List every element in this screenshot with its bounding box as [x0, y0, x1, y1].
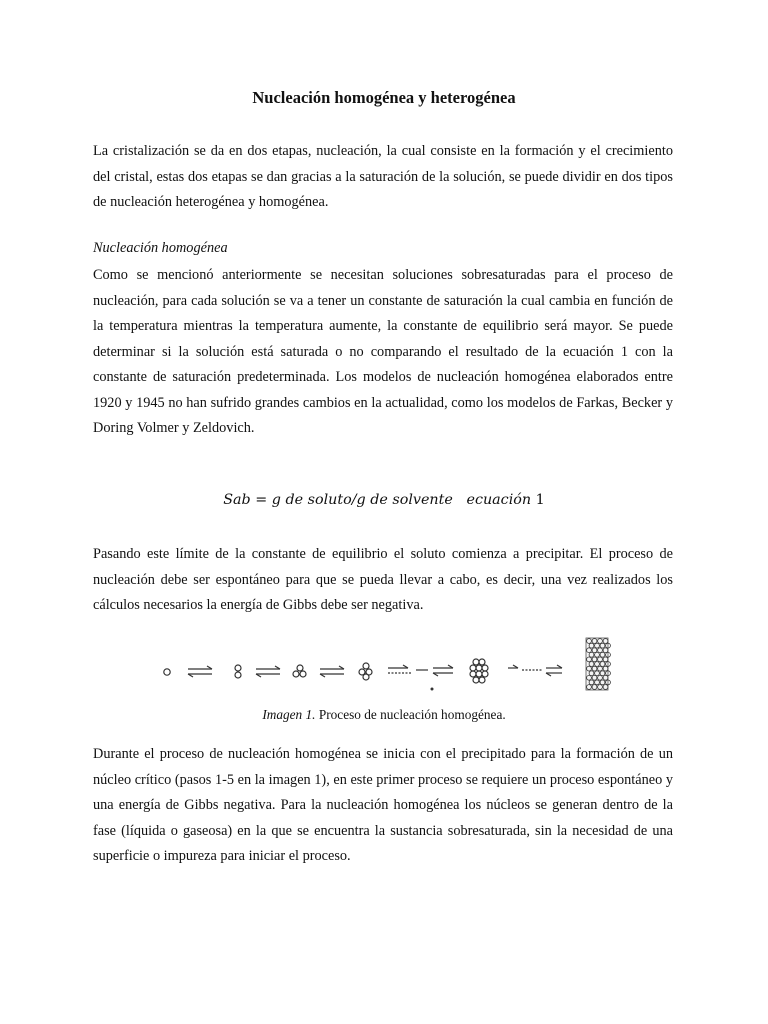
page-title: Nucleación homogénea y heterogénea — [252, 88, 516, 107]
equation-number: 1 — [535, 492, 545, 508]
stage6-crystal — [586, 638, 610, 690]
stage2-cluster — [235, 665, 241, 678]
equilibrium-arrow-5 — [508, 665, 562, 676]
dot-mark — [431, 688, 433, 690]
equation-label: ecuación — [466, 492, 532, 508]
stage4-cluster — [359, 663, 372, 680]
after-equation-paragraph: Pasando este límite de la constante de equilibrio el soluto comienza a precipitar. El proceso de nucleación debe ser espontáneo para que se pueda llevar a cabo, es decir, una vez realizados los cálculos necesarios la energía de Gibbs debe ser negativa. — [93, 546, 673, 613]
caption-text: Proceso de nucleación homogénea. — [315, 707, 506, 722]
equilibrium-arrow-4 — [388, 665, 453, 676]
caption-label: Imagen 1. — [262, 707, 316, 722]
final-paragraph: Durante el proceso de nucleación homogénea se inicia con el precipitado para la formación de un núcleo crítico (pasos 1-5 en la imagen 1), en este primer proceso se requiere un proceso espontáneo y una energía de Gibbs negativa. Para la nucleación homogénea los núcleos se generan dentro de la fase (líquida o gaseosa) en la que se encuentra la sustancia sobresaturada, sin la necesidad de una superficie o impureza para iniciar el proceso. — [93, 746, 673, 864]
section-heading: Nucleación homogénea — [93, 240, 228, 256]
equation-expression: Sab = g de soluto/g de solvente — [223, 492, 453, 508]
section-paragraph: Como se mencionó anteriormente se necesitan soluciones sobresaturadas para el proceso de nucleación, para cada solución se va a tener un constante de saturación la cual cambia en función de la temperatura mientras la temperatura aumente, la constante de equilibrio será mayor. Se puede determinar si la solución está saturada o no comparando el resultado de la ecuación 1 con la constante de saturación predeterminada. Los modelos de nucleación homogénea elaborados entre 1920 y 1945 no han sufrido grandes cambios en la actualidad, como los modelos de Farkas, Becker y Doring Volmer y Zeldovich. — [93, 267, 673, 436]
equilibrium-arrow-2 — [256, 666, 280, 677]
equation — [0, 492, 768, 508]
nucleation-diagram — [150, 632, 630, 702]
equilibrium-arrow-1 — [188, 666, 212, 677]
stage1-atom — [164, 669, 170, 675]
intro-paragraph: La cristalización se da en dos etapas, nucleación, la cual consiste en la formación y el crecimiento del cristal, estas dos etapas se dan gracias a la saturación de la solución, se puede dividir en dos tipos de nucleación heterogénea y homogénea. — [93, 143, 673, 210]
equilibrium-arrow-3 — [320, 666, 344, 677]
stage3-cluster — [293, 665, 306, 677]
stage5-nucleus — [470, 659, 488, 683]
figure-caption — [0, 707, 768, 723]
